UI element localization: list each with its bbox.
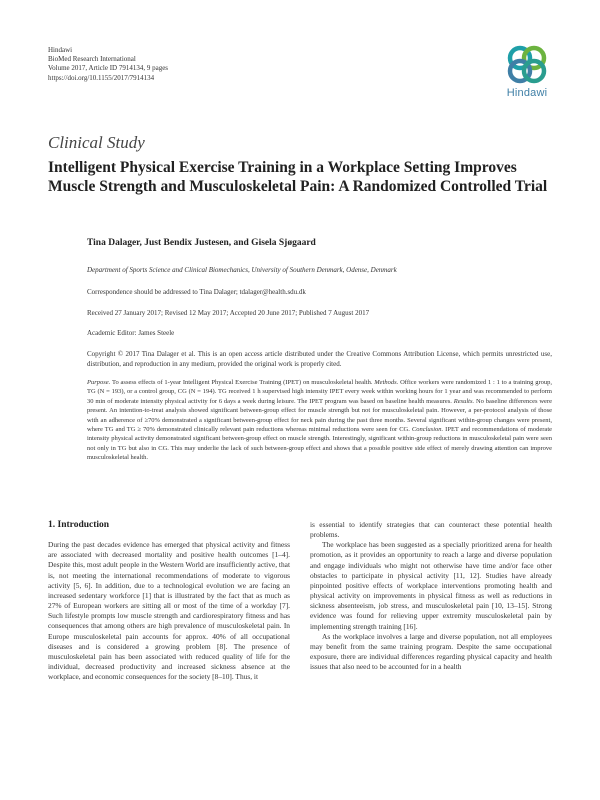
- article-type: Clinical Study: [48, 133, 145, 152]
- abstract-purpose-label: Purpose.: [87, 379, 111, 386]
- hindawi-logo-icon: [505, 42, 549, 86]
- affiliation: Department of Sports Science and Clinical Biomechanics, University of Southern Denmark, Odense, Denmark: [87, 266, 397, 274]
- abstract-conclusion-label: Conclusion.: [411, 426, 444, 434]
- abstract-results-label: Results.: [453, 397, 475, 405]
- hindawi-logo: [497, 42, 557, 104]
- abstract: [87, 378, 552, 463]
- academic-editor: Academic Editor: James Steele: [87, 329, 175, 337]
- abstract-results: No baseline differences were present. An intention-to-treat analysis showed significant between-group effect for muscle strength but not for musculoskeletal pain. However, a per-protocol analysis of those with an adherence of ≥70% demonstrated a significant between-group effect for neck pain during the past three months. Several significant within-group changes were present, where TG and TG ≥ 70% demonstrated clinically relevant pain reductions whereas minimal reductions were seen for CG.: [87, 397, 552, 434]
- journal-meta: [48, 46, 168, 83]
- correspondence: Correspondence should be addressed to Tina Dalager; tdalager@health.sdu.dk: [87, 288, 306, 296]
- publisher-name: Hindawi: [48, 46, 73, 54]
- body-paragraph: As the workplace involves a large and diverse population, not all employees may benefit from the same training program. Despite the same occupational exposure, there are individual differences regarding physical capacity and health issues that also need to be accounted for in a health: [310, 631, 552, 672]
- abstract-text: [87, 378, 552, 463]
- section-heading: 1. Introduction: [48, 520, 110, 530]
- abstract-methods: Office workers were randomized 1 : 1 to a training group, TG (N = 193), or a control group, CG (N = 194). TG received 1 h supervised high intensity IPET every week within working hours for 1 year and was recommended to perform 30 min of moderate intensity physical activity for 6 days a week during leisure. The IPET program was based on baseline health measures.: [87, 379, 553, 405]
- doi-link[interactable]: https://doi.org/10.1155/2017/7914134: [48, 73, 155, 82]
- body-paragraph: is essential to identify strategies that can counteract these potential health problems.: [310, 520, 552, 540]
- article-title: Intelligent Physical Exercise Training in a Workplace Setting Improves Muscle Strength and Musculoskeletal Pain: A Randomized Controlled Trial: [48, 159, 548, 195]
- body-column-left: [48, 520, 290, 682]
- abstract-conclusion: IPET and recommendations of moderate intensity physical activity demonstrated significant between-group effect on muscle strength. Interestingly, significant within-group reductions in musculoskeletal pain were seen not only in TG but also in CG. This may underlie the lack of such between-group effect and shows that a possible positive side effect of merely drawing attention can improve musculoskeletal health.: [87, 426, 553, 462]
- author-list: Tina Dalager, Just Bendix Justesen, and Gisela Sjøgaard: [87, 238, 316, 248]
- article-dates: Received 27 January 2017; Revised 12 May 2017; Accepted 20 June 2017; Published 7 August 2017: [87, 309, 370, 317]
- copyright-notice: Copyright © 2017 Tina Dalager et al. This is an open access article distributed under the Creative Commons Attribution License, which permits unrestricted use, distribution, and reproduction in any medium, provided the original work is properly cited.: [87, 350, 552, 368]
- abstract-methods-label: Methods.: [374, 379, 399, 386]
- volume-line: Volume 2017, Article ID 7914134, 9 pages: [48, 64, 169, 73]
- logo-text: Hindawi: [506, 87, 548, 99]
- body-paragraph: During the past decades evidence has emerged that physical activity and fitness are associated with decreased mortality and positive health outcomes [1–4]. Despite this, most adult people in the Western World are insufficiently active, that is, not meeting the international recommendations of moderate to vigorous activity [5, 6]. In addition, due to a technological evolution we are facing an increased sedentary workforce [1] that is illustrated by the fact that as much as 27% of European workers are sitting all or most of the time of a workday [7]. Such lifestyle prompts low muscle strength and cardiorespiratory fitness and has consequences that among others are high prevalence of musculoskeletal pain. In Europe musculoskeletal pain accounts for approx. 40% of all occupational diseases and is considered a growing problem [8]. The presence of musculoskeletal pain has been associated with reduced quality of life for the individual, decreased productivity and increased sickness absence at the workplace, and economic consequences for the society [8–10]. Thus, it: [48, 540, 290, 682]
- journal-name: BioMed Research International: [48, 55, 136, 64]
- body-paragraph: The workplace has been suggested as a specially prioritized arena for health promotion, as it provides an opportunity to reach a large and diverse population and engage individuals who might not otherwise have time and/or face other obstacles to participate in physical activity [11, 12]. Studies have already pinpointed positive effects of workplace interventions promoting health and physical activity on improvements in physical fitness as well as reductions in sickness absenteeism, job stress, and musculoskeletal pain [10, 13–15]. Strong evidence was found for relieving upper extremity musculoskeletal pain by implementing strength training [16].: [310, 540, 552, 631]
- abstract-purpose: To assess effects of 1-year Intelligent Physical Exercise Training (IPET) on musculoskeletal health.: [110, 379, 373, 386]
- body-column-right: [310, 520, 552, 672]
